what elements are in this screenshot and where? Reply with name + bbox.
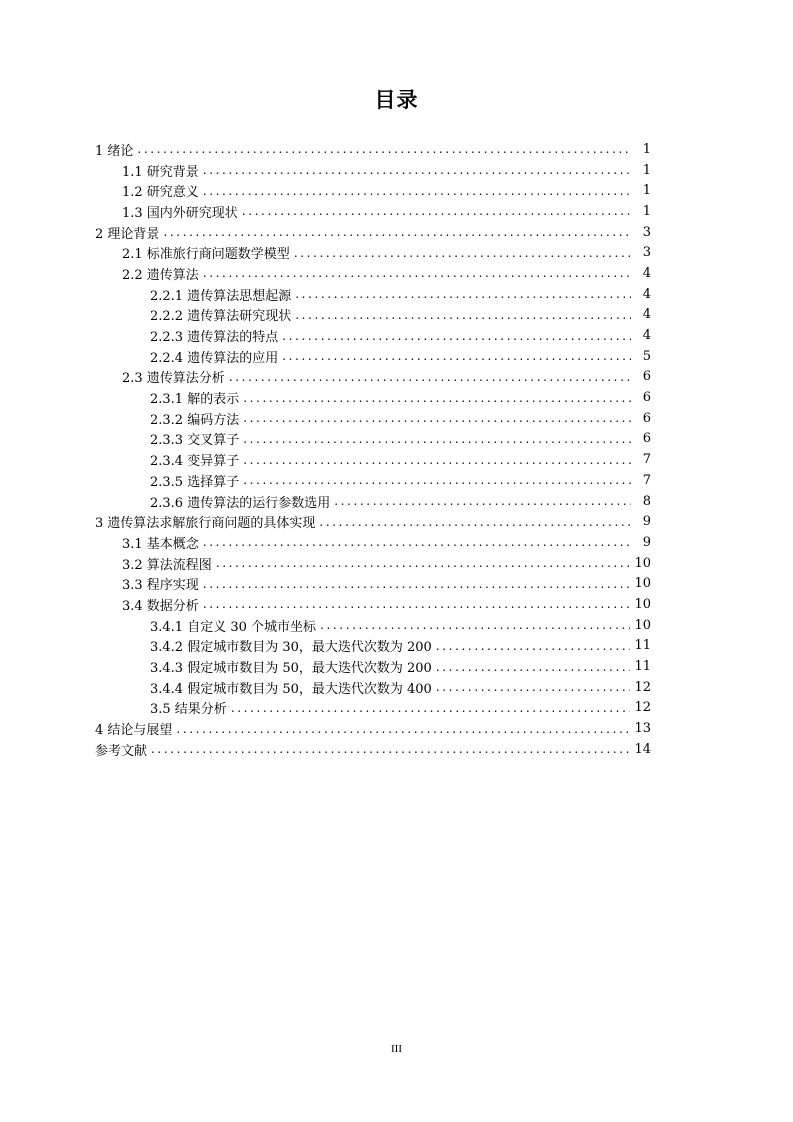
toc-entry[interactable] — [95, 139, 651, 160]
dot-leader — [282, 328, 631, 344]
toc-entry-page: 4 — [642, 307, 651, 323]
toc-entry[interactable] — [95, 201, 651, 222]
toc-entry[interactable] — [95, 739, 651, 760]
toc-entry-page: 1 — [642, 162, 651, 178]
toc-entry[interactable] — [95, 325, 651, 346]
toc-entry-label: 1.2 研究意义 — [122, 185, 199, 201]
toc-entry-page: 1 — [642, 183, 651, 199]
dot-leader — [203, 534, 631, 550]
toc-entry[interactable] — [95, 305, 651, 326]
dot-leader — [151, 741, 630, 757]
dot-leader — [137, 141, 631, 157]
dot-leader — [334, 493, 631, 509]
toc-entry-page: 10 — [634, 617, 651, 633]
toc-entry[interactable] — [95, 408, 651, 429]
dot-leader — [242, 203, 631, 219]
dot-leader — [216, 555, 631, 571]
dot-leader — [203, 576, 631, 592]
toc-entry-page: 4 — [642, 265, 651, 281]
toc-entry-label: 3.5 结果分析 — [150, 702, 227, 718]
toc-entry-page: 6 — [642, 410, 651, 426]
toc-entry-page: 3 — [642, 224, 651, 240]
toc-entry[interactable] — [95, 491, 651, 512]
dot-leader — [203, 265, 631, 281]
toc-entry[interactable] — [95, 160, 651, 181]
toc-entry-label: 2.3.3 交叉算子 — [150, 433, 240, 449]
dot-leader — [320, 617, 630, 633]
toc-entry-label: 3.4.3 假定城市数目为 50，最大迭代次数为 200 — [150, 661, 432, 677]
toc-entry-label: 2.1 标准旅行商问题数学模型 — [122, 247, 290, 263]
toc-entry-label: 3.2 算法流程图 — [122, 557, 212, 573]
toc-entry-page: 9 — [642, 534, 651, 550]
toc-entry-label: 2 理论背景 — [95, 226, 160, 242]
dot-leader — [231, 700, 631, 716]
dot-leader — [203, 183, 631, 199]
dot-leader — [243, 410, 631, 426]
toc-entry-label: 3.4.2 假定城市数目为 30，最大迭代次数为 200 — [150, 640, 432, 656]
dot-leader — [243, 452, 631, 468]
toc-entry-page: 6 — [642, 369, 651, 385]
dot-leader — [163, 224, 631, 240]
toc-entry[interactable] — [95, 532, 651, 553]
toc-entry[interactable] — [95, 573, 651, 594]
toc-entry-page: 7 — [642, 472, 651, 488]
toc-entry-page: 12 — [634, 700, 651, 716]
dot-leader — [319, 514, 631, 530]
toc-entry-label: 3.1 基本概念 — [122, 536, 199, 552]
dot-leader — [294, 245, 631, 261]
toc-entry[interactable] — [95, 553, 651, 574]
toc-entry[interactable] — [95, 180, 651, 201]
table-of-contents — [95, 139, 651, 760]
toc-entry-label: 3.3 程序实现 — [122, 578, 199, 594]
toc-entry[interactable] — [95, 718, 651, 739]
toc-entry-label: 2.2.4 遗传算法的应用 — [150, 350, 279, 366]
toc-entry-page: 10 — [634, 576, 651, 592]
dot-leader — [243, 390, 631, 406]
dot-leader — [203, 162, 631, 178]
toc-entry-label: 2.3.6 遗传算法的运行参数选用 — [150, 495, 331, 511]
dot-leader — [295, 286, 631, 302]
toc-entry-page: 6 — [642, 431, 651, 447]
toc-entry[interactable] — [95, 387, 651, 408]
toc-entry-page: 8 — [642, 493, 651, 509]
toc-entry-label: 2.2 遗传算法 — [122, 267, 199, 283]
toc-entry-page: 4 — [642, 286, 651, 302]
toc-entry-page: 14 — [634, 741, 651, 757]
toc-title: 目录 — [374, 88, 419, 112]
dot-leader — [203, 596, 631, 612]
toc-entry[interactable] — [95, 222, 651, 243]
toc-entry-page: 11 — [634, 659, 651, 675]
toc-entry-page: 10 — [634, 555, 651, 571]
dot-leader — [176, 721, 630, 737]
toc-entry-label: 2.3.2 编码方法 — [150, 412, 240, 428]
toc-entry-label: 2.3.4 变异算子 — [150, 454, 240, 470]
toc-entry-label: 2.3 遗传算法分析 — [122, 371, 225, 387]
toc-entry-label: 参考文献 — [95, 743, 148, 759]
toc-entry-page: 13 — [634, 721, 651, 737]
toc-entry-page: 12 — [634, 679, 651, 695]
toc-entry-label: 4 结论与展望 — [95, 723, 173, 739]
toc-entry[interactable] — [95, 636, 651, 657]
toc-entry-page: 7 — [642, 452, 651, 468]
toc-entry[interactable] — [95, 656, 651, 677]
toc-entry-page: 5 — [642, 348, 651, 364]
toc-entry-label: 2.2.2 遗传算法研究现状 — [150, 309, 292, 325]
toc-entry-page: 1 — [642, 141, 651, 157]
toc-entry-label: 2.2.1 遗传算法思想起源 — [150, 288, 292, 304]
toc-entry[interactable] — [95, 242, 651, 263]
toc-entry[interactable] — [95, 677, 651, 698]
dot-leader — [229, 369, 631, 385]
dot-leader — [436, 679, 631, 695]
toc-entry-label: 1.3 国内外研究现状 — [122, 205, 238, 221]
toc-entry-label: 3.4 数据分析 — [122, 598, 199, 614]
toc-entry[interactable] — [95, 449, 651, 470]
toc-entry-label: 3.4.4 假定城市数目为 50，最大迭代次数为 400 — [150, 681, 432, 697]
toc-entry-page: 3 — [642, 245, 651, 261]
toc-entry[interactable] — [95, 615, 651, 636]
toc-entry[interactable] — [95, 346, 651, 367]
toc-entry-label: 3.4.1 自定义 30 个城市坐标 — [150, 619, 317, 635]
dot-leader — [436, 638, 631, 654]
toc-entry[interactable] — [95, 594, 651, 615]
toc-entry[interactable] — [95, 511, 651, 532]
dot-leader — [282, 348, 631, 364]
toc-entry-page: 11 — [634, 638, 651, 654]
dot-leader — [243, 472, 631, 488]
toc-entry-page: 9 — [642, 514, 651, 530]
toc-entry-page: 1 — [642, 203, 651, 219]
toc-entry[interactable] — [95, 470, 651, 491]
toc-entry[interactable] — [95, 263, 651, 284]
toc-entry-label: 2.3.1 解的表示 — [150, 392, 240, 408]
toc-entry[interactable] — [95, 367, 651, 388]
toc-entry-label: 2.2.3 遗传算法的特点 — [150, 330, 279, 346]
page-footer-number: III — [391, 1043, 402, 1055]
toc-entry[interactable] — [95, 698, 651, 719]
toc-entry-label: 2.3.5 选择算子 — [150, 474, 240, 490]
toc-entry-label: 3 遗传算法求解旅行商问题的具体实现 — [95, 516, 316, 532]
toc-entry-label: 1.1 研究背景 — [122, 164, 199, 180]
toc-entry-page: 6 — [642, 390, 651, 406]
toc-entry-label: 1 绪论 — [95, 143, 134, 159]
toc-entry[interactable] — [95, 284, 651, 305]
toc-entry-page: 4 — [642, 328, 651, 344]
toc-entry-page: 10 — [634, 596, 651, 612]
dot-leader — [295, 307, 631, 323]
toc-entry[interactable] — [95, 429, 651, 450]
dot-leader — [436, 659, 631, 675]
dot-leader — [243, 431, 631, 447]
